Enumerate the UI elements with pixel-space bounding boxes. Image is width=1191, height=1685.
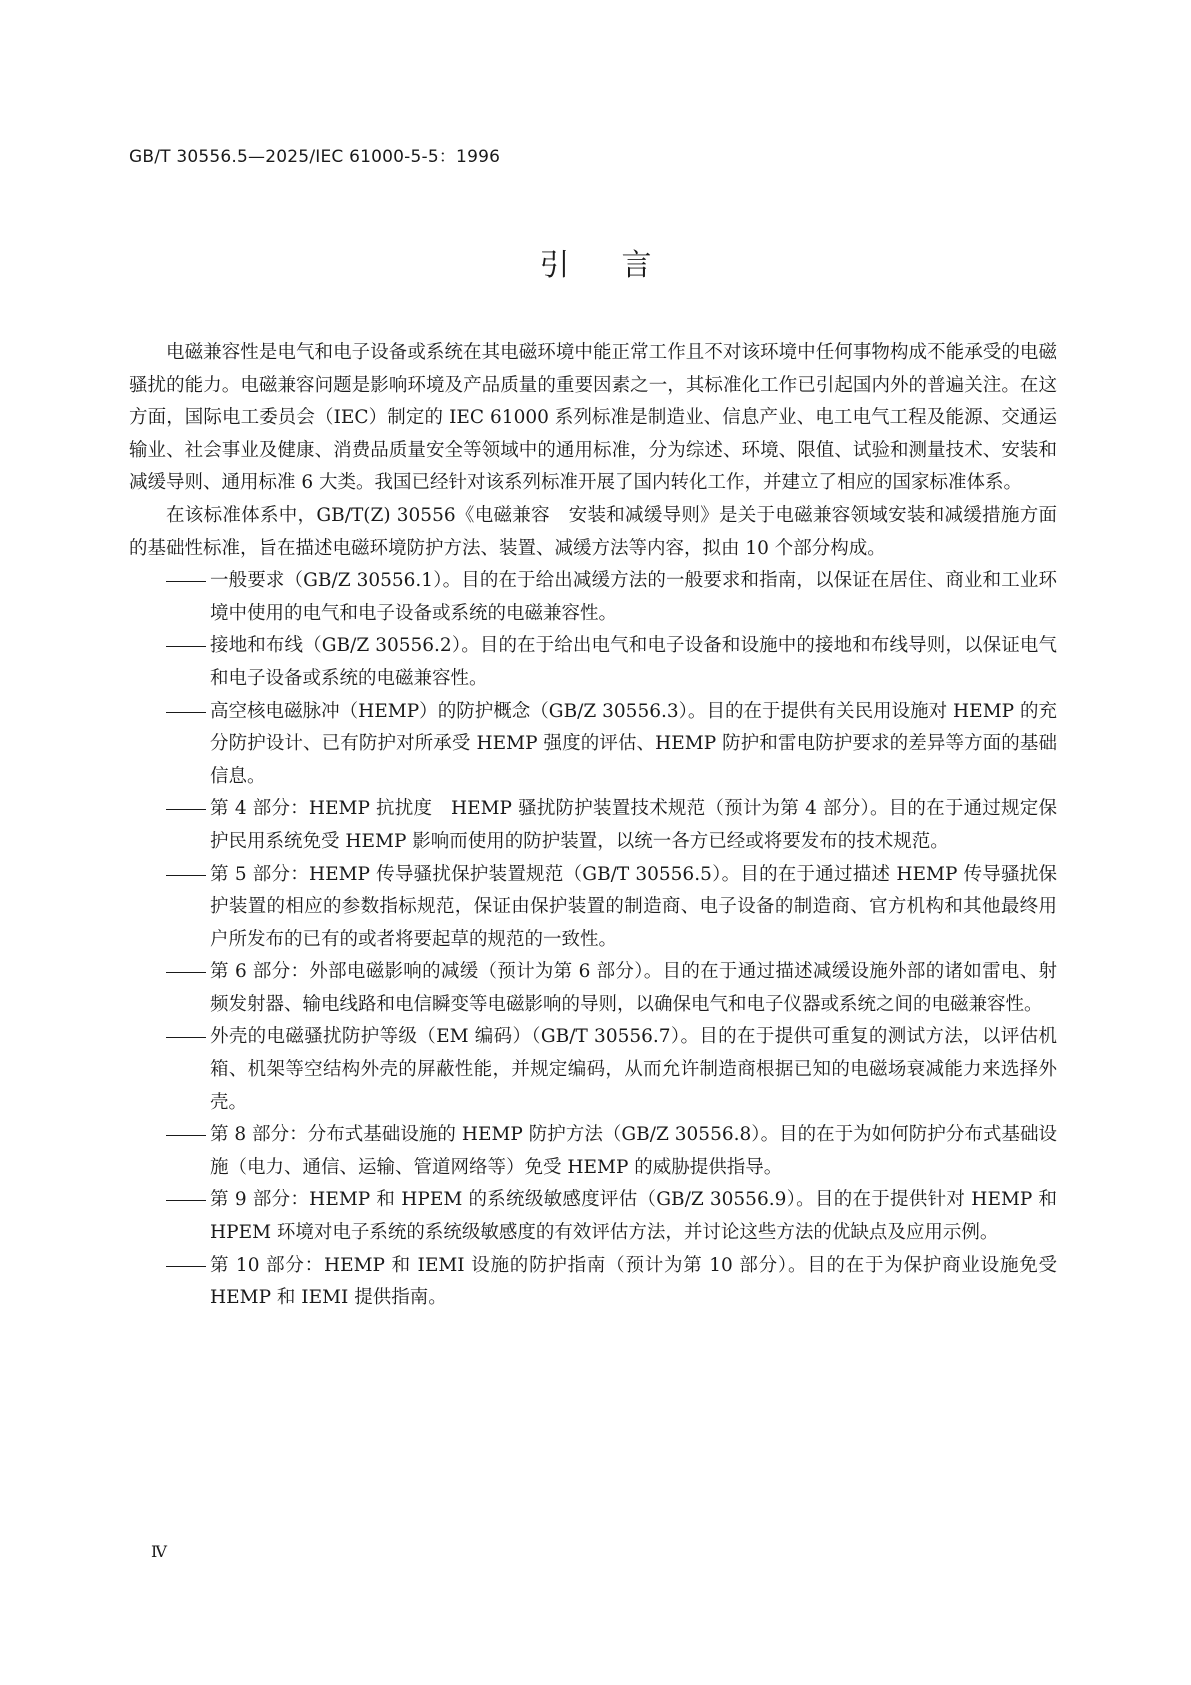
list-item: [129, 859, 1057, 957]
list-item-text: 一般要求（GB/Z 30556.1）。目的在于给出减缓方法的一般要求和指南，以保证在居住、商业和工业环境中使用的电气和电子设备或系统的电磁兼容性。: [210, 570, 1057, 624]
list-item: [129, 1184, 1057, 1249]
list-item-text: 第 4 部分：HEMP 抗扰度 HEMP 骚扰防护装置技术规范（预计为第 4 部分）。目的在于通过规定保护民用系统免受 HEMP 影响而使用的防护装置，以统一各方已经或将要发布的技术规范。: [210, 798, 1057, 852]
intro-paragraph: 电磁兼容性是电气和电子设备或系统在其电磁环境中能正常工作且不对该环境中任何事物构成不能承受的电磁骚扰的能力。电磁兼容问题是影响环境及产品质量的重要因素之一，其标准化工作已引起国内外的普遍关注。在这方面，国际电工委员会（IEC）制定的 IEC 61000 系列标准是制造业、信息产业、电工电气工程及能源、交通运输业、社会事业及健康、消费品质量安全等领域中的通用标准，分为综述、环境、限值、试验和测量技术、安装和减缓导则、通用标准 6 大类。我国已经针对该系列标准开展了国内转化工作，并建立了相应的国家标准体系。: [129, 342, 1057, 494]
document-header: GB/T 30556.5—2025/IEC 61000-5-5：1996: [129, 147, 501, 167]
dash-marker: [166, 581, 206, 582]
list-item-text: 第 8 部分：分布式基础设施的 HEMP 防护方法（GB/Z 30556.8）。目的在于为如何防护分布式基础设施（电力、通信、运输、管道网络等）免受 HEMP 的威胁提供指导。: [210, 1124, 1057, 1178]
dash-marker: [166, 712, 206, 713]
list-item-text: 第 10 部分：HEMP 和 IEMI 设施的防护指南（预计为第 10 部分）。目的在于为保护商业设施免受 HEMP 和 IEMI 提供指南。: [210, 1254, 1057, 1309]
list-item-text: 第 6 部分：外部电磁影响的减缓（预计为第 6 部分）。目的在于通过描述减缓设施外部的诸如雷电、射频发射器、输电线路和电信瞬变等电磁影响的导则，以确保电气和电子仪器或系统之间的电磁兼容性。: [210, 961, 1057, 1015]
list-item: [129, 956, 1057, 1021]
list-item: [129, 1119, 1057, 1184]
list-item-text: 接地和布线（GB/Z 30556.2）。目的在于给出电气和电子设备和设施中的接地和布线导则，以保证电气和电子设备或系统的电磁兼容性。: [210, 635, 1057, 689]
list-item: [129, 696, 1057, 794]
dash-marker: [166, 1037, 206, 1038]
list-item: [129, 630, 1057, 695]
list-item: [129, 793, 1057, 858]
list-item: [129, 565, 1057, 630]
list-item: [129, 1250, 1057, 1315]
intro-paragraph: 在该标准体系中，GB/T(Z) 30556《电磁兼容 安装和减缓导则》是关于电磁兼容领域安装和减缓措施方面的基础性标准，旨在描述电磁环境防护方法、装置、减缓方法等内容，拟由 10 个部分构成。: [129, 504, 1057, 559]
list-item: [129, 1021, 1057, 1119]
page-title: 引言: [539, 248, 704, 283]
body-content: [129, 337, 1057, 1315]
dash-marker: [166, 646, 206, 647]
dash-marker: [166, 875, 206, 876]
page-number: Ⅳ: [151, 1542, 167, 1561]
dash-marker: [166, 1266, 206, 1267]
list-item-text: 第 5 部分：HEMP 传导骚扰保护装置规范（GB/T 30556.5）。目的在于通过描述 HEMP 传导骚扰保护装置的相应的参数指标规范，保证由保护装置的制造商、电子设备的制造商、官方机构和其他最终用户所发布的已有的或者将要起草的规范的一致性。: [210, 863, 1057, 950]
dash-marker: [166, 1200, 206, 1201]
part-list: [129, 565, 1057, 1315]
list-item-text: 高空核电磁脉冲（HEMP）的防护概念（GB/Z 30556.3）。目的在于提供有关民用设施对 HEMP 的充分防护设计、已有防护对所承受 HEMP 强度的评估、HEMP 防护和雷电防护要求的差异等方面的基础信息。: [210, 700, 1057, 787]
dash-marker: [166, 972, 206, 973]
dash-marker: [166, 1135, 206, 1136]
list-item-text: 外壳的电磁骚扰防护等级（EM 编码）（GB/T 30556.7）。目的在于提供可重复的测试方法，以评估机箱、机架等空结构外壳的屏蔽性能，并规定编码，从而允许制造商根据已知的电磁场衰减能力来选择外壳。: [210, 1026, 1057, 1113]
dash-marker: [166, 809, 206, 810]
list-item-text: 第 9 部分：HEMP 和 HPEM 的系统级敏感度评估（GB/Z 30556.9）。目的在于提供针对 HEMP 和 HPEM 环境对电子系统的系统级敏感度的有效评估方法，并讨论这些方法的优缺点及应用示例。: [210, 1189, 1057, 1244]
